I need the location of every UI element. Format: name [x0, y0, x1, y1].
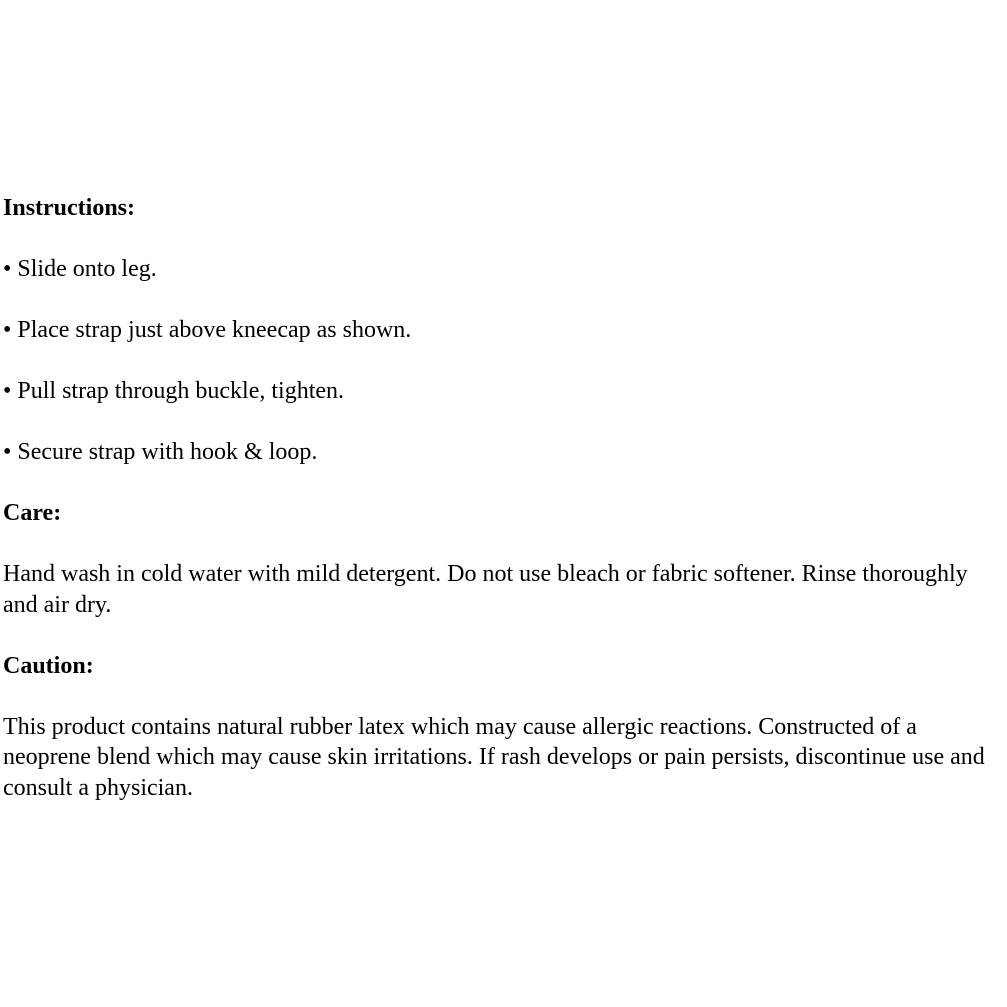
instruction-step-text: Secure strap with hook & loop.	[17, 439, 318, 465]
caution-heading: Caution:	[3, 652, 94, 679]
instruction-step	[3, 315, 1007, 346]
instructions-list	[3, 254, 1007, 468]
instruction-step	[3, 437, 1007, 468]
product-document	[3, 193, 1007, 834]
bullet-icon: •	[3, 317, 12, 343]
bullet-icon: •	[3, 378, 12, 404]
care-heading: Care:	[3, 500, 62, 526]
instruction-step-text: Slide onto leg.	[17, 256, 157, 282]
caution-text: This product contains natural rubber latex which may cause allergic reactions. Constructed of a neoprene blend which may cause skin irritations. If rash develops or pain persists, discontinue use and consult a physician.	[3, 713, 985, 801]
bullet-icon: •	[3, 439, 12, 465]
instruction-step	[3, 376, 1007, 407]
care-text: Hand wash in cold water with mild detergent. Do not use bleach or fabric softener. Rinse thoroughly and air dry.	[3, 561, 968, 618]
instructions-heading: Instructions:	[3, 195, 136, 221]
bullet-icon: •	[3, 256, 12, 282]
instruction-step-text: Place strap just above kneecap as shown.	[17, 317, 412, 343]
instruction-step	[3, 254, 1007, 285]
instruction-step-text: Pull strap through buckle, tighten.	[17, 378, 345, 404]
